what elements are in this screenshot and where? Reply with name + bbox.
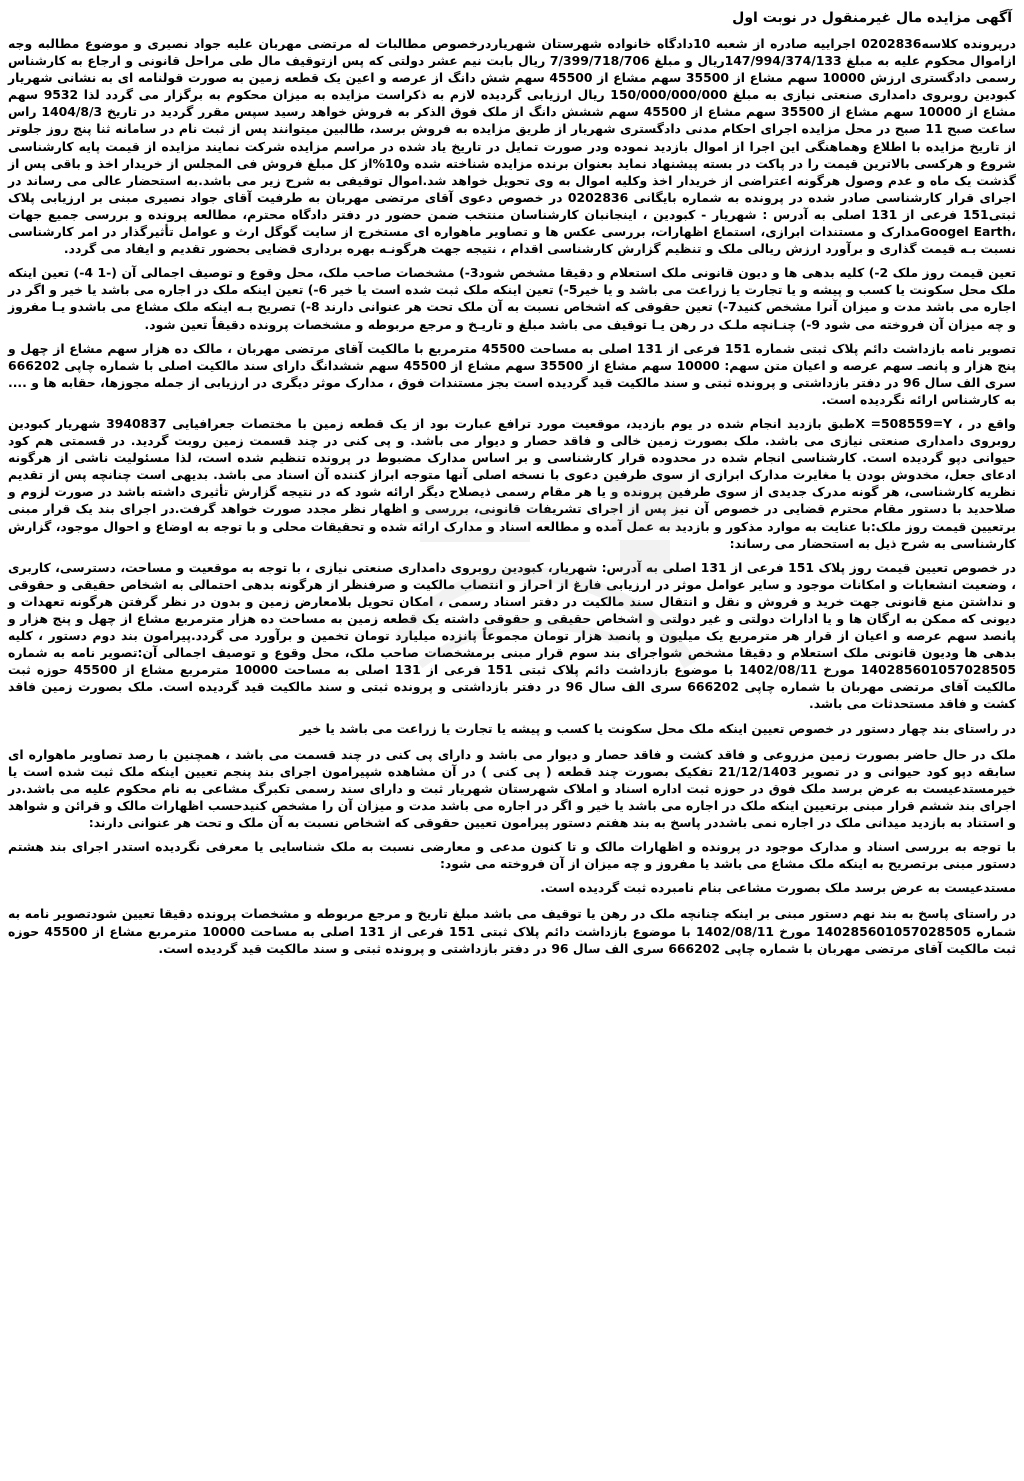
paragraph-claimants: با توجه به بررسی اسناد و مدارک موجود در پرونده و اظهارات مالک و تا کنون مدعی و معارضی نسبت به ملک شناسایی یا معرفی نگردیده استدر اجرای بند هشتم دستور مبنی برتصریح به اینکه ملک مشاع می باشد یا مفروز و چه میزان از آن فروخته می شود:	[8, 839, 1016, 872]
paragraph-property-status: ملک در حال حاضر بصورت زمین مزروعی و فاقد کشت و فاقد حصار و دیوار می باشد و دارای پی کنی در چند قسمت می باشد ، همچنین با رصد تصاویر ماهواره ای سابقه دپو کود حیوانی و در تصویر 21/12/1403 تفکیک بصورت چند قطعه ( پی کنی ) در آن مشاهده شپیرامون اجرای بند پنجم تعیین اینکه ملک ثبت شده است یا خیرمستدعیست به عرض برسد ملک فوق در حوزه ثبت اداره اسناد و املاک شهرستان شهریار ثبت و دارای سند رسمی تکبرگ مشاعی به نام محکوم علیه می باشد.در اجرای بند ششم قرار مبنی برتعیین اینکه ملک در اجاره می باشد یا خیر و اگر در اجاره می باشد مدت و میزان آن را مشخص کنیدحسب اظهارات مالک و قرائن و شواهد و استناد به بازدید میدانی ملک در اجاره نمی باشددر پاسخ به بند هفتم دستور پیرامون تعیین حقوقی که اشخاص نسبت به آن ملک و تحت هر عنوانی دارند:	[8, 746, 1016, 831]
paragraph-intro: درپرونده کلاسه0202836 اجراییه صادره از شعبه 10دادگاه خانواده شهرستان شهریاردرخصوص مطالبات له مرتضی مهربان علیه جواد نصیری و موضوع مطالبه وجه ازاموال محکوم علیه به مبلغ 147/994/374/133ریال و مبلغ 7/399/718/706 ریال بابت نیم عشر دولتی که پس ازتوقیف مال طی مراحل قانونی و ارجاع به کارشناس رسمی دادگستری ارزش 10000 سهم مشاع از 35500 سهم مشاع از 45500 سهم شش دانگ از عرصه و اعین یک قطعه زمین به صورت قولنامه ای به نشانی شهریار کبودین روبروی دامداری صنعتی نیازی به مبلغ 150/000/000/000 ریال ارزیابی گردیده لازم به ذکراست مزایده به میزان محکوم به برگزار می گردد لذا 9532 سهم مشاع از 10000 سهم مشاع از 35500 سهم مشاع از 45500 سهم ششش دانگ از ملک فوق الذکر به فروش خواهد رسید سپس مقرر گردید در تاریخ 1404/8/3 راس ساعت صبح 11 صبح در محل مزایده اجرای احکام مدنی دادگستری شهریار از طریق مزایده به فروش برسد، طالبین میتوانند پس از ثبت نام در سامانه ثنا پنج روز جلوتر از تاریخ مزایده با اطلاع وهماهنگی این اجرا از اموال بازدید نموده ودر صورت تمایل در تاریخ یاد شده در مراسم مزایده شرکت نمایند مزایده از قیمت پایه کارشناسی شروع و هرکسی بالاترین قیمت را در پاکت در بسته پیشنهاد نماید بعنوان برنده مزایده شناخته شده و10%از کل مبلغ فروش فی المجلس از خریدار اخذ و باقی پس از گذشت یک ماه و عدم وصول هرگونه اعتراضی از خریدار اخذ وکلیه اموال به وی تحویل خواهد شد.اموال توقیفی به شرح زیر می باشد.به استحضار عالی می رساند در اجرای قرار کارشناسی صادر شده در پرونده به شماره بایگانی 0202836 در خصوص دعوی آقای مرتضی مهربان به طرفیت آقای جواد نصیری مبنی بر ارزیابی پلاک ثبتی151 فرعی از 131 اصلی به آدرس : شهریار - کبودین ، اینجانبان کارشناسان منتخب ضمن حضور در دفتر دادگاه محترم، مطالعه پرونده و بررسی جمیع جهات ،Googel Earthمدارک و مستندات ابرازی، استماع اظهارات، بررسی عکس ها و تصاویر ماهواره ای مستخرج از سایت گوگل ارث و عوامل تأثیرگذار در امر کارشناسی نسبت بـه قیمت گذاری و برآورد ارزش ریالی ملک و تنظیم گزارش کارشناسی اقدام ، نتیجه جهت هرگونـه بهره برداری قضایی بحضور تقدیم و ایفاد می گردد.	[8, 36, 1016, 257]
paragraph-valuation: در خصوص تعیین قیمت روز پلاک 151 فرعی از 131 اصلی به آدرس: شهریار، کبودین روبروی دامداری صنعتی نیازی ، با توجه به موقعیت و مساحت، دسترسی، کاربری ، وضعیت انشعابات و امکانات موجود و سایر عوامل موثر در ارزیابی فارغ از احراز و انتصاب مالکیت و صرفنظر از هرگونه بدهی احتمالی به اشخاص حقیقی و حقوقی و نداشتن منع قانونی جهت خرید و فروش و نقل و انتقال سند مالکیت در دفتر اسناد رسمی ، امکان تحویل بلامعارض زمین و بدون در نظر گرفتن هرگونه تعهدات و دیونی که ممکن به ارگان ها و یا ادارات دولتی و غیر دولتی و اشخاص حقیقی و حقوقی داشته یک قطعه زمین به مساحت ده هزار مترمربع مشاع از چهل و پنج هزار و پانصد سهم عرصه و اعیان از قرار هر مترمربع یک میلیون و پانصد هزار تومان مجموعاً پانزده میلیارد تومان تخمین و برآورد می گردد.پیرامون بند دوم دستور ، کلیه بدهی ها ودیون قانونی ملک استعلام و دقیقا مشخص شواجرای بند سوم قرار مبنی برمشخصات صاحب ملک، محل وقوع و توصیف اجمالی آن:تصویر نامه به شماره 140285601057028505 مورخ 1402/08/11 با موضوع بازداشت دائم پلاک ثبتی 151 فرعی از 131 اصلی به مساحت 10000 مترمربع مشاع از 45500 حوزه ثبت مالکیت آقای مرتضی مهربان با شماره چاپی 666202 سری الف سال 96 در دفتر بازداشتی و پرونده ثبتی و سند مالکیت قید گردیده است. ملک بصورت زمین فاقد کشت و فاقد مستحدثات می باشد.	[8, 559, 1017, 712]
notice-title: آگهی مزایده مال غیرمنقول در نوبت اول	[732, 10, 1012, 26]
paragraph-mortgage-seizure: در راستای پاسخ به بند نهم دستور مبنی بر اینکه چنانچه ملک در رهن یا توقیف می باشد مبلغ تاریخ و مرجع مربوطه و مشخصات پرونده دقیقا تعیین شودتصویر نامه به شماره 140285601057028505 مورخ 1402/08/11 با موضوع بازداشت دائم پلاک ثبتی 151 فرعی از 131 اصلی به مساحت 10000 مترمربع مشاع از 45500 حوزه ثبت مالکیت آقای مرتضی مهربان با شماره چاپی 666202 سری الف سال 96 در دفتر بازداشتی و پرونده ثبتی و سند مالکیت قید گردیده است.	[8, 906, 1017, 956]
paragraph-clause-four-heading: در راستای بند چهار دستور در خصوص تعیین اینکه ملک محل سکونت یا کسب و پیشه یا تجارت یا زراعت می باشد یا خیر	[299, 720, 1016, 736]
paragraph-shared-ownership: مستدعیست به عرض برسد ملک بصورت مشاعی بنام نامبرده ثبت گردیده است.	[540, 880, 1016, 896]
paragraph-site-inspection: واقع در ، X =508559=Yطبق بازدید انجام شده در یوم بازدید، موقعیت مورد ترافع عبارت بود از یک قطعه زمین با مختصات جعرافیایی 3940837 شهریار کبودین روبروی دامداری صنعتی نیازی می باشد. ملک بصورت زمین خالی و فاقد حصار و دیوار می باشد. و پی کنی در چند قسمت زمین روبت گردید. در قسمتی هم کود حیوانی دپو گردیده است. کارشناسی انجام شده در محدوده قرار کارشناسی و بر اساس مدارک مضبوط در پرونده تنظیم شده است، لذا مسئولیت ناشی از هرگونه ادعای جعل، مخدوش بودن یا مغایرت مدارک ابرازی از سوی طرفین دعوی با نسخه اصلی آنها متوجه ابراز کننده آن اسناد می باشد. بدیهی است چنانچه پس از تقدیم نظریه کارشناسی، هر گونه مدرک جدیدی از سوی طرفین پرونده و یا هر مقام رسمی ذیصلاح دیگر ارائه شود که در نتیجه گزارش تأثیری داشته باشد در صورت لزوم و صلاحدید با دستور مقام محترم قضایی در خصوص آن نیز پس از اجرای تشریفات قانونی، بررسی و اظهار نظر مجدد صورت خواهد گرفت.در اجرای بند یک قرار مبنی برتعیین قیمت روز ملک:با عنایت به موارد مذکور و بازدید به عمل آمده و مطالعه اسناد و مدارک ارائه شده و تحقیقات محلی و با توجه به اوضاع و احوال موجود، گزارش کارشناسی به شرح ذیل به استحضار می رساند:	[8, 415, 1016, 551]
paragraph-expert-instructions: تعین قیمت روز ملک 2-) کلیه بدهی ها و دیون قانونی ملک استعلام و دقیقا مشخص شود3-) مشخصات صاحب ملک، محل وقوع و توصیف اجمالی آن (-1 4-) تعین اینکه ملک محل سکونت یا کسب و پیشه و یا تجارت یا زراعت می باشد و یا خیر5-) تعین اینکه ملک ثبت شده است یا خیر 6-) تعین اینکه ملک در اجاره می باشد یا خیر و اگر در اجاره می باشد مدت و میزان آنرا مشخص کنید7-) تعین حقوقی که اشخاص نسبت به آن ملک تحت هر عنوانی دارند 8-) تصریح بـه اینکه ملک مشاع می باشدو یـا مفروز و چه میزان آن فروخته می شود 9-) چنـانچه ملـک در رهن یـا توقیف می باشد مبلغ و تاریـخ و مرجع مربوطه و مشخصات پرونده دقیقاً تعین شود.	[8, 265, 1016, 332]
paragraph-seizure-letter: تصویر نامه بازداشت دائم پلاک ثبتی شماره 151 فرعی از 131 اصلی به مساحت 45500 مترمربع با مالکیت آقای مرتضی مهربان ، مالک ده هزار سهم مشاع از چهل و پنج هزار و پانصـ سهم عرصه و اعیان متن سهم: 10000 سهم مشاع از 35500 سهم مشاع از 45500 سهم ششدانگ دارای سند مالکیت اصلی با شماره چاپی 666202 سری الف سال 96 در دفتر بازداشتی و پرونده ثبتی و سند مالکیت قید گردیده است بجز مستندات فوق ، مدارک موثر دیگری در ارزیابی از جمله مجوزها، حقابه ها و .... به کارشناس ارائه نگردیده است.	[8, 340, 1017, 407]
